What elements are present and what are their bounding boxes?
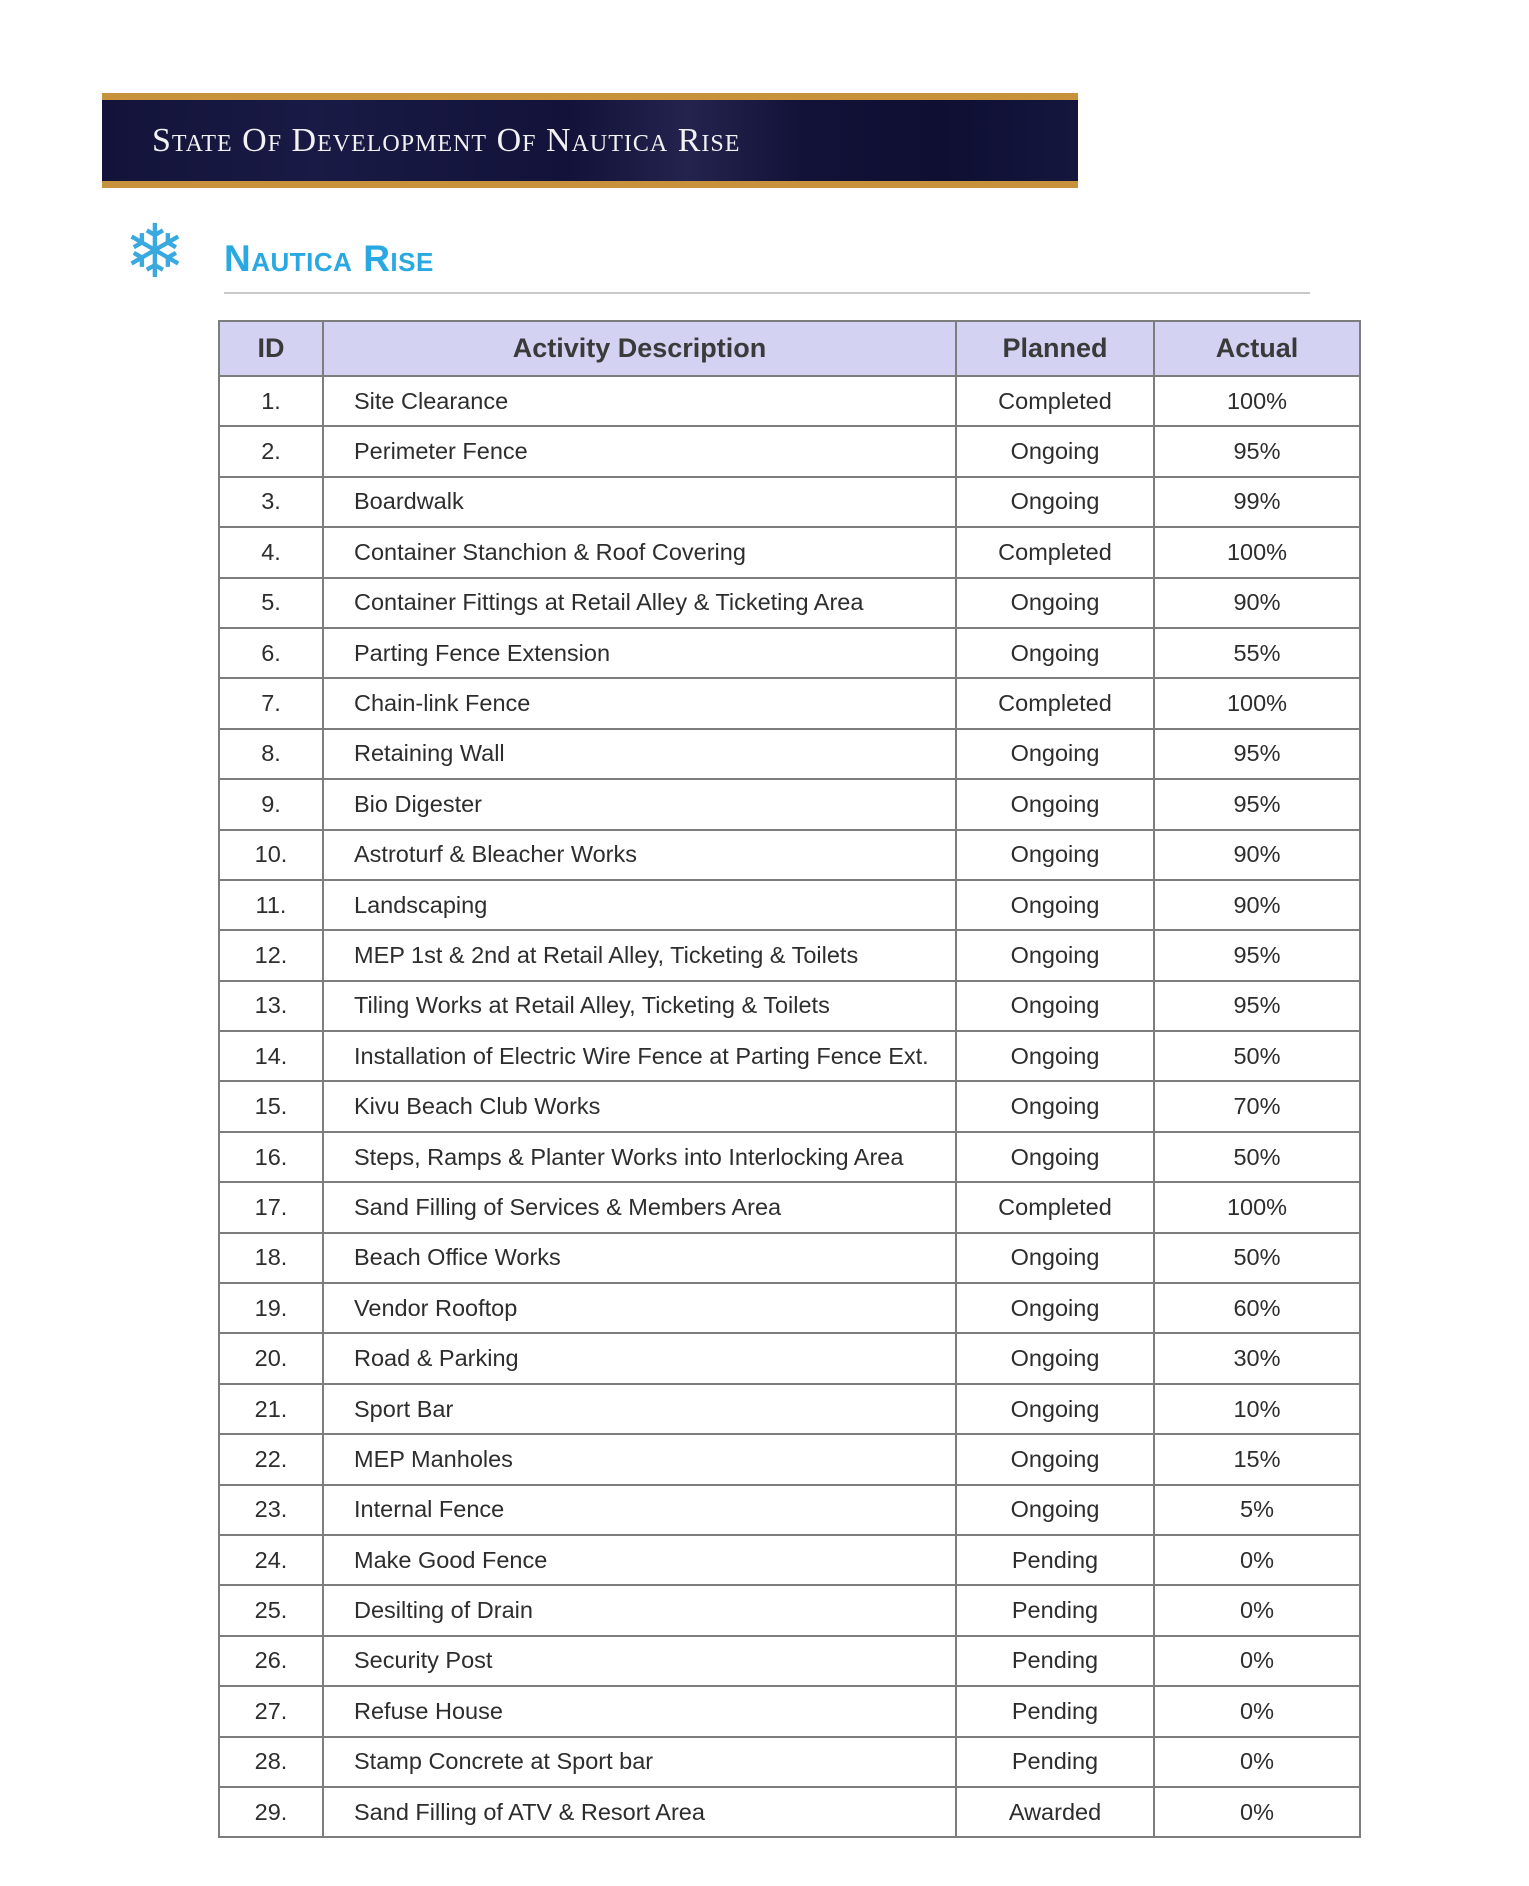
table-row bbox=[219, 1535, 1360, 1585]
cell-actual: 50% bbox=[1154, 1031, 1360, 1081]
cell-actual: 30% bbox=[1154, 1333, 1360, 1383]
cell-actual: 100% bbox=[1154, 678, 1360, 728]
cell-id: 19. bbox=[219, 1283, 323, 1333]
table-row bbox=[219, 527, 1360, 577]
cell-actual: 95% bbox=[1154, 981, 1360, 1031]
cell-actual: 0% bbox=[1154, 1535, 1360, 1585]
table-row bbox=[219, 729, 1360, 779]
cell-activity: Installation of Electric Wire Fence at Parting Fence Ext. bbox=[323, 1031, 956, 1081]
cell-id: 7. bbox=[219, 678, 323, 728]
cell-id: 25. bbox=[219, 1585, 323, 1635]
cell-planned: Ongoing bbox=[956, 1283, 1154, 1333]
snowflake-icon: ❄ bbox=[123, 209, 186, 295]
cell-planned: Ongoing bbox=[956, 1233, 1154, 1283]
cell-activity: Vendor Rooftop bbox=[323, 1283, 956, 1333]
cell-actual: 15% bbox=[1154, 1434, 1360, 1484]
cell-planned: Pending bbox=[956, 1686, 1154, 1736]
cell-id: 15. bbox=[219, 1081, 323, 1131]
cell-id: 5. bbox=[219, 578, 323, 628]
cell-id: 22. bbox=[219, 1434, 323, 1484]
cell-planned: Ongoing bbox=[956, 1081, 1154, 1131]
cell-activity: Security Post bbox=[323, 1636, 956, 1686]
cell-planned: Ongoing bbox=[956, 426, 1154, 476]
cell-actual: 50% bbox=[1154, 1132, 1360, 1182]
table-row bbox=[219, 779, 1360, 829]
header-row bbox=[219, 321, 1360, 376]
cell-actual: 90% bbox=[1154, 880, 1360, 930]
header-banner bbox=[102, 93, 1078, 188]
cell-id: 2. bbox=[219, 426, 323, 476]
cell-actual: 99% bbox=[1154, 477, 1360, 527]
cell-planned: Ongoing bbox=[956, 1333, 1154, 1383]
cell-actual: 100% bbox=[1154, 376, 1360, 426]
cell-planned: Completed bbox=[956, 527, 1154, 577]
cell-planned: Completed bbox=[956, 1182, 1154, 1232]
cell-planned: Ongoing bbox=[956, 930, 1154, 980]
cell-id: 24. bbox=[219, 1535, 323, 1585]
column-header-id: ID bbox=[219, 321, 323, 376]
cell-id: 18. bbox=[219, 1233, 323, 1283]
cell-actual: 95% bbox=[1154, 779, 1360, 829]
table-row bbox=[219, 1081, 1360, 1131]
cell-activity: Desilting of Drain bbox=[323, 1585, 956, 1635]
table-row bbox=[219, 376, 1360, 426]
cell-planned: Completed bbox=[956, 678, 1154, 728]
cell-planned: Ongoing bbox=[956, 1031, 1154, 1081]
cell-id: 10. bbox=[219, 830, 323, 880]
cell-actual: 60% bbox=[1154, 1283, 1360, 1333]
cell-id: 13. bbox=[219, 981, 323, 1031]
table-row bbox=[219, 1132, 1360, 1182]
cell-activity: Perimeter Fence bbox=[323, 426, 956, 476]
table-row bbox=[219, 628, 1360, 678]
cell-id: 26. bbox=[219, 1636, 323, 1686]
cell-actual: 95% bbox=[1154, 729, 1360, 779]
cell-actual: 50% bbox=[1154, 1233, 1360, 1283]
cell-activity: MEP Manholes bbox=[323, 1434, 956, 1484]
cell-activity: Landscaping bbox=[323, 880, 956, 930]
table-row bbox=[219, 1686, 1360, 1736]
cell-activity: MEP 1st & 2nd at Retail Alley, Ticketing & Toilets bbox=[323, 930, 956, 980]
table-body bbox=[219, 376, 1360, 1837]
cell-planned: Pending bbox=[956, 1636, 1154, 1686]
cell-activity: Sand Filling of Services & Members Area bbox=[323, 1182, 956, 1232]
cell-activity: Retaining Wall bbox=[323, 729, 956, 779]
cell-id: 8. bbox=[219, 729, 323, 779]
cell-planned: Ongoing bbox=[956, 779, 1154, 829]
cell-actual: 0% bbox=[1154, 1787, 1360, 1837]
cell-id: 23. bbox=[219, 1485, 323, 1535]
table-row bbox=[219, 1434, 1360, 1484]
table-row bbox=[219, 880, 1360, 930]
cell-actual: 70% bbox=[1154, 1081, 1360, 1131]
table-row bbox=[219, 981, 1360, 1031]
table-row bbox=[219, 426, 1360, 476]
table-header bbox=[219, 321, 1360, 376]
table-row bbox=[219, 1485, 1360, 1535]
cell-id: 17. bbox=[219, 1182, 323, 1232]
cell-planned: Ongoing bbox=[956, 628, 1154, 678]
column-header-planned: Planned bbox=[956, 321, 1154, 376]
cell-actual: 90% bbox=[1154, 578, 1360, 628]
cell-activity: Astroturf & Bleacher Works bbox=[323, 830, 956, 880]
cell-id: 21. bbox=[219, 1384, 323, 1434]
cell-planned: Ongoing bbox=[956, 1434, 1154, 1484]
table-row bbox=[219, 1182, 1360, 1232]
cell-planned: Awarded bbox=[956, 1787, 1154, 1837]
cell-actual: 100% bbox=[1154, 1182, 1360, 1232]
cell-planned: Ongoing bbox=[956, 729, 1154, 779]
column-header-actual: Actual bbox=[1154, 321, 1360, 376]
cell-id: 6. bbox=[219, 628, 323, 678]
table-row bbox=[219, 830, 1360, 880]
cell-planned: Pending bbox=[956, 1535, 1154, 1585]
cell-id: 3. bbox=[219, 477, 323, 527]
cell-actual: 95% bbox=[1154, 426, 1360, 476]
cell-id: 20. bbox=[219, 1333, 323, 1383]
cell-activity: Sport Bar bbox=[323, 1384, 956, 1434]
table-row bbox=[219, 930, 1360, 980]
cell-actual: 0% bbox=[1154, 1636, 1360, 1686]
cell-activity: Bio Digester bbox=[323, 779, 956, 829]
cell-activity: Internal Fence bbox=[323, 1485, 956, 1535]
table-row bbox=[219, 1636, 1360, 1686]
table-row bbox=[219, 1384, 1360, 1434]
column-header-activity: Activity Description bbox=[323, 321, 956, 376]
cell-planned: Ongoing bbox=[956, 1132, 1154, 1182]
section-title: Nautica Rise bbox=[224, 238, 434, 279]
cell-planned: Ongoing bbox=[956, 830, 1154, 880]
cell-id: 16. bbox=[219, 1132, 323, 1182]
cell-activity: Road & Parking bbox=[323, 1333, 956, 1383]
cell-id: 29. bbox=[219, 1787, 323, 1837]
cell-actual: 0% bbox=[1154, 1737, 1360, 1787]
cell-planned: Ongoing bbox=[956, 477, 1154, 527]
cell-planned: Ongoing bbox=[956, 1384, 1154, 1434]
cell-activity: Refuse House bbox=[323, 1686, 956, 1736]
cell-actual: 10% bbox=[1154, 1384, 1360, 1434]
page-title: State Of Development Of Nautica Rise bbox=[152, 121, 741, 159]
cell-planned: Ongoing bbox=[956, 1485, 1154, 1535]
cell-planned: Pending bbox=[956, 1737, 1154, 1787]
cell-id: 9. bbox=[219, 779, 323, 829]
cell-planned: Ongoing bbox=[956, 981, 1154, 1031]
cell-activity: Sand Filling of ATV & Resort Area bbox=[323, 1787, 956, 1837]
development-status-table bbox=[218, 320, 1361, 1838]
cell-activity: Make Good Fence bbox=[323, 1535, 956, 1585]
cell-activity: Container Stanchion & Roof Covering bbox=[323, 527, 956, 577]
cell-activity: Tiling Works at Retail Alley, Ticketing & Toilets bbox=[323, 981, 956, 1031]
cell-id: 1. bbox=[219, 376, 323, 426]
cell-activity: Steps, Ramps & Planter Works into Interlocking Area bbox=[323, 1132, 956, 1182]
cell-id: 27. bbox=[219, 1686, 323, 1736]
cell-actual: 100% bbox=[1154, 527, 1360, 577]
cell-planned: Completed bbox=[956, 376, 1154, 426]
cell-activity: Kivu Beach Club Works bbox=[323, 1081, 956, 1131]
cell-id: 4. bbox=[219, 527, 323, 577]
cell-activity: Parting Fence Extension bbox=[323, 628, 956, 678]
table-row bbox=[219, 1233, 1360, 1283]
table-row bbox=[219, 477, 1360, 527]
cell-actual: 0% bbox=[1154, 1686, 1360, 1736]
table-row bbox=[219, 578, 1360, 628]
table-row bbox=[219, 1031, 1360, 1081]
cell-id: 14. bbox=[219, 1031, 323, 1081]
table-row bbox=[219, 1585, 1360, 1635]
cell-actual: 5% bbox=[1154, 1485, 1360, 1535]
cell-actual: 55% bbox=[1154, 628, 1360, 678]
cell-activity: Site Clearance bbox=[323, 376, 956, 426]
cell-id: 12. bbox=[219, 930, 323, 980]
table-row bbox=[219, 1737, 1360, 1787]
cell-activity: Chain-link Fence bbox=[323, 678, 956, 728]
cell-planned: Pending bbox=[956, 1585, 1154, 1635]
cell-actual: 0% bbox=[1154, 1585, 1360, 1635]
cell-planned: Ongoing bbox=[956, 578, 1154, 628]
section-divider bbox=[224, 292, 1310, 294]
table-row bbox=[219, 1333, 1360, 1383]
cell-planned: Ongoing bbox=[956, 880, 1154, 930]
cell-activity: Boardwalk bbox=[323, 477, 956, 527]
cell-id: 28. bbox=[219, 1737, 323, 1787]
cell-activity: Beach Office Works bbox=[323, 1233, 956, 1283]
cell-id: 11. bbox=[219, 880, 323, 930]
table-row bbox=[219, 1787, 1360, 1837]
table-row bbox=[219, 1283, 1360, 1333]
cell-activity: Container Fittings at Retail Alley & Ticketing Area bbox=[323, 578, 956, 628]
cell-actual: 95% bbox=[1154, 930, 1360, 980]
cell-actual: 90% bbox=[1154, 830, 1360, 880]
table-row bbox=[219, 678, 1360, 728]
cell-activity: Stamp Concrete at Sport bar bbox=[323, 1737, 956, 1787]
